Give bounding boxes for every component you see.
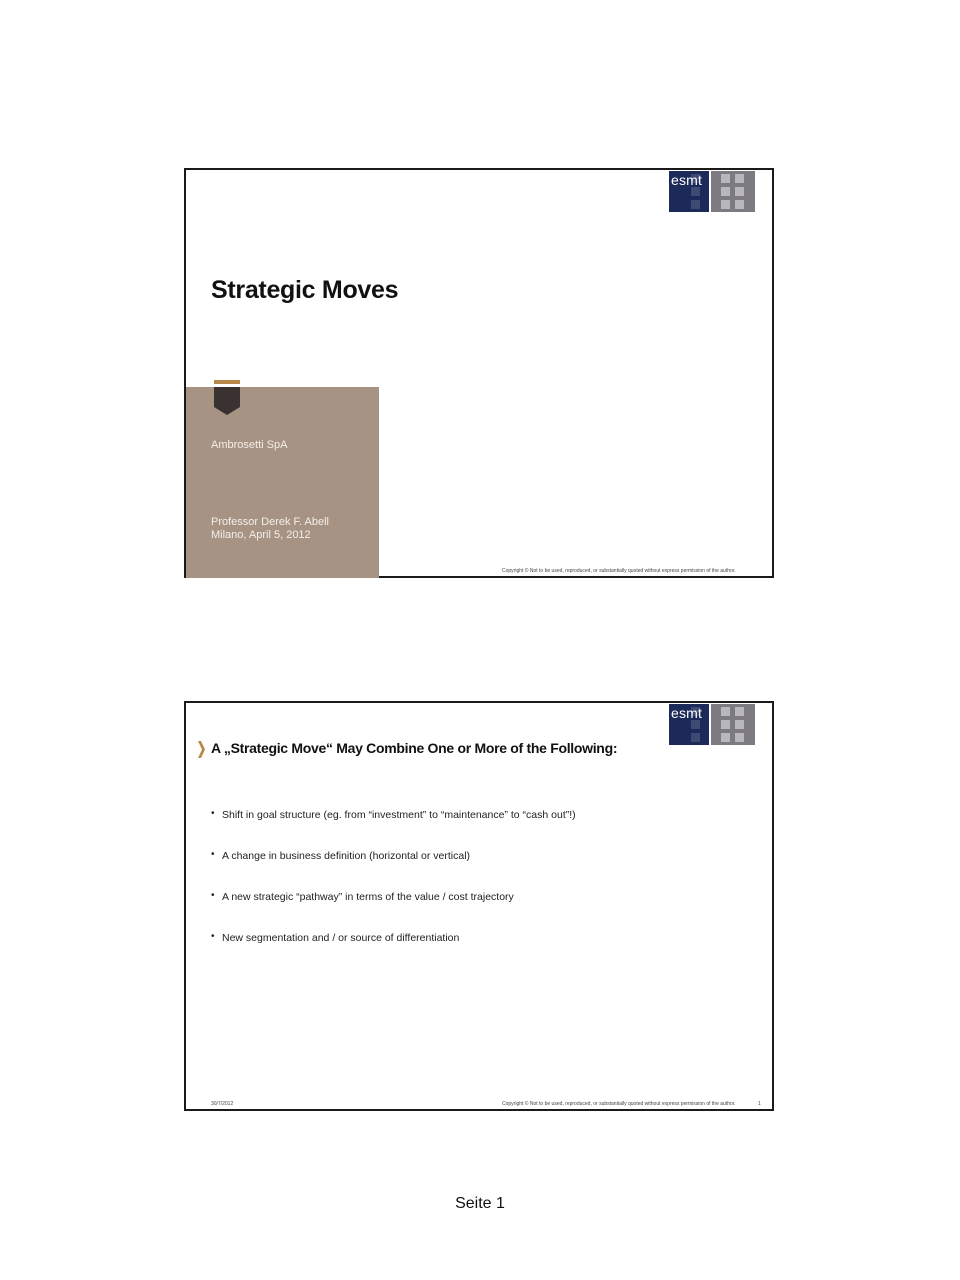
- bullet-list: [211, 809, 576, 973]
- list-item: • A change in business definition (horizontal or vertical): [211, 850, 576, 891]
- copyright-notice: Copyright © Not to be used, reproduced, or substantially quoted without express permission of the author.: [502, 568, 736, 574]
- pentagon-marker-icon: [214, 387, 240, 415]
- logo-wordmark: esmt: [671, 172, 703, 188]
- slide-title: Strategic Moves: [211, 276, 399, 304]
- slide-date: 30/7/2012: [211, 1101, 234, 1107]
- presenter-name: Professor Derek F. Abell: [211, 516, 329, 528]
- logo-wordmark: esmt: [671, 705, 703, 721]
- content-slide: [184, 701, 774, 1111]
- esmt-logo: [669, 171, 755, 212]
- list-item: • Shift in goal structure (eg. from “investment” to “maintenance” to “cash out”!): [211, 809, 576, 850]
- title-bracket-icon: [198, 741, 205, 758]
- place-date: Milano, April 5, 2012: [211, 529, 311, 541]
- title-slide: [184, 168, 774, 578]
- company-name: Ambrosetti SpA: [211, 439, 288, 451]
- list-item: • A new strategic “pathway” in terms of the value / cost trajectory: [211, 891, 576, 932]
- slide-number: 1: [758, 1101, 761, 1107]
- slide-title: A „Strategic Move“ May Combine One or More of the Following:: [211, 740, 618, 756]
- copyright-notice: Copyright © Not to be used, reproduced, or substantially quoted without express permission of the author.: [502, 1101, 736, 1107]
- page-number-footer: Seite 1: [455, 1195, 505, 1212]
- list-item: • New segmentation and / or source of differentiation: [211, 932, 576, 973]
- presenter-panel: [186, 387, 379, 578]
- esmt-logo: [669, 704, 755, 745]
- accent-bar: [214, 380, 240, 384]
